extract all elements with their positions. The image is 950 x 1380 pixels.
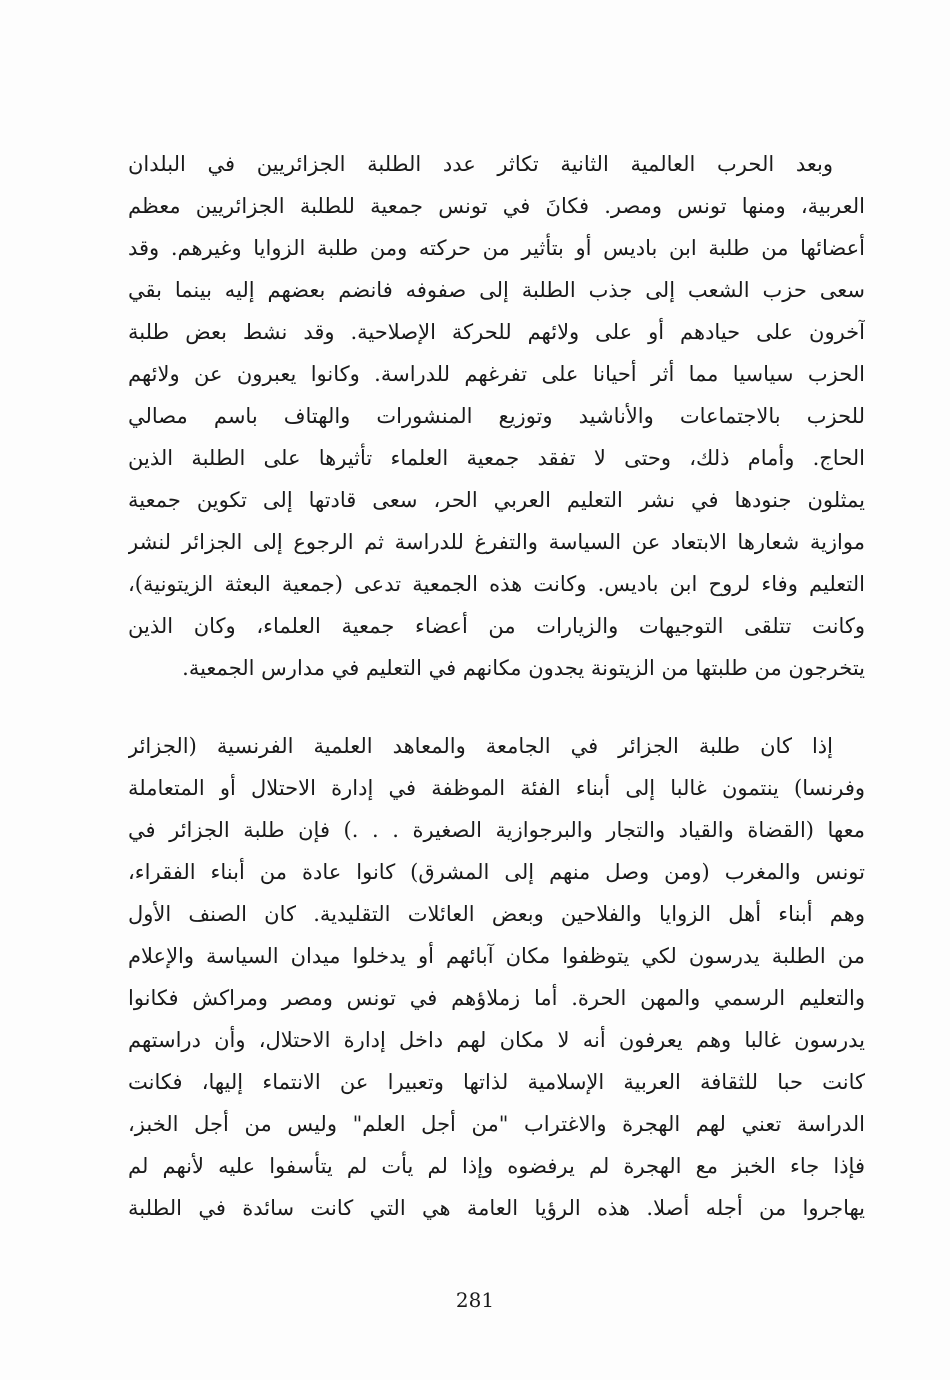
- text-line: تونس والمغرب (ومن وصل منهم إلى المشرق) كانوا عادة من أبناء الفقراء،: [128, 860, 865, 884]
- text-line: أعضائها من طلبة ابن باديس أو بتأثير من حركته ومن طلبة الزوايا وغيرهم. وقد: [128, 236, 865, 260]
- text-line: يدرسون غالبا وهم يعرفون أنه لا مكان لهم داخل إدارة الاحتلال، وأن دراستهم: [128, 1028, 865, 1052]
- text-line: التعليم وفاء لروح ابن باديس. وكانت هذه الجمعية تدعى (جمعية البعثة الزيتونية)،: [128, 572, 865, 596]
- text-line: الدراسة تعني لهم الهجرة والاغتراب "من أجل العلم" وليس من أجل الخبز،: [128, 1112, 865, 1136]
- text-line: يهاجروا من أجله أصلا. هذه الرؤيا العامة هي التي كانت سائدة في الطلبة: [128, 1196, 865, 1220]
- text-line: وهم أبناء أهل الزوايا والفلاحين وبعض العائلات التقليدية. كان الصنف الأول: [128, 902, 865, 926]
- text-line: الحزب سياسيا مما أثر أحيانا على تفرغهم للدراسة. وكانوا يعبرون عن ولائهم: [128, 362, 865, 386]
- text-line: يمثلون جنودها في نشر التعليم العربي الحر، سعى قادتها إلى تكوين جمعية: [128, 488, 865, 512]
- text-line: سعى حزب الشعب إلى جذب الطلبة إلى صفوفه فانضم بعضهم إليه بينما بقي: [128, 278, 865, 302]
- text-line: والتعليم الرسمي والمهن الحرة. أما زملاؤهم في تونس ومصر ومراكش فكانوا: [128, 986, 865, 1010]
- text-line: كانت حبا للثقافة العربية الإسلامية لذاتها وتعبيرا عن الانتماء إليها، فكانت: [128, 1070, 865, 1094]
- text-line: موازية شعارها الابتعاد عن السياسة والتفرغ للدراسة ثم الرجوع إلى الجزائر لنشر: [128, 530, 865, 554]
- text-line: آخرون على حيادهم أو على ولائهم للحركة الإصلاحية. وقد نشط بعض طلبة: [128, 320, 865, 344]
- text-line: من الطلبة يدرسون لكي يتوظفوا مكان آبائهم أو يدخلوا ميدان السياسة والإعلام: [128, 944, 865, 968]
- text-line: العربية، ومنها تونس ومصر. فكانَ في تونس جمعية للطلبة الجزائريين معظم: [128, 194, 865, 218]
- paragraph-1: [128, 143, 865, 689]
- paragraph-2: [128, 725, 865, 1229]
- text-line: فإذا جاء الخبز مع الهجرة لم يرفضوه وإذا لم يأت لم يتأسفوا عليه لأنهم لم: [128, 1154, 865, 1178]
- text-line: معها (القضاة والقياد والتجار والبرجوازية الصغيرة . . .) فإن طلبة الجزائر في: [128, 818, 865, 842]
- text-line: إذا كان طلبة الجزائر في الجامعة والمعاهد العلمية الفرنسية (الجزائر: [128, 734, 833, 758]
- text-line: وفرنسا) ينتمون غالبا إلى أبناء الفئة الموظفة في إدارة الاحتلال أو المتعاملة: [128, 776, 865, 800]
- text-line: يتخرجون من طلبتها من الزيتونة يجدون مكانهم في التعليم في مدارس الجمعية.: [182, 656, 865, 680]
- page-number: 281: [455, 1288, 495, 1312]
- text-line: للحزب بالاجتماعات والأناشيد وتوزيع المنشورات والهتاف باسم مصالي: [128, 404, 865, 428]
- text-line: الحاج. وأمام ذلك، وحتى لا تفقد جمعية العلماء تأثيرها على الطلبة الذين: [128, 446, 865, 470]
- text-line: وبعد الحرب العالمية الثانية تكاثر عدد الطلبة الجزائريين في البلدان: [128, 152, 833, 176]
- text-line: وكانت تتلقى التوجيهات والزيارات من أعضاء جمعية العلماء، وكان الذين: [128, 614, 865, 638]
